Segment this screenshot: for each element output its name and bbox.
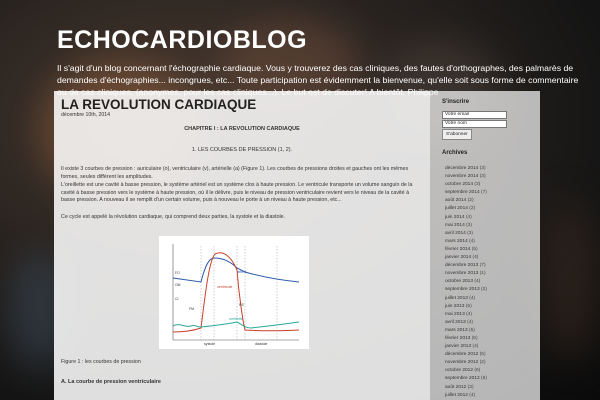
post-paragraph-2: L'oreillette est une cavité à basse pression, le système artériel est un système clos à haute pression. Le ventricule transporte un volume sanguin de la cavité à basse pression vers le système à haute pression, où il le délivre, puis le niveau de pression ventriculaire revient vers le niveau de la cavité à basse pression. A nouveau il se remplit d'un certain volume, puis à nouveau le porte à un niveau à haute pression, etc... (61, 182, 413, 204)
figure-marker-ci: CI (175, 297, 179, 301)
archive-item (445, 278, 487, 286)
archive-count: (4) (472, 344, 479, 350)
archive-item (445, 222, 487, 230)
subscribe-email-input[interactable] (442, 111, 507, 119)
archive-link[interactable]: octobre 2014 (445, 182, 474, 188)
archive-count: (5) (471, 335, 478, 341)
archive-count: (5) (469, 327, 475, 333)
sidebar (440, 91, 540, 400)
archive-link[interactable]: mars 2014 (445, 238, 468, 244)
archive-link[interactable]: août 2012 (445, 384, 467, 390)
archive-link[interactable]: mai 2013 (445, 311, 465, 317)
archive-count: (3) (466, 222, 472, 228)
archive-link[interactable]: juillet 2013 (445, 295, 468, 301)
section-heading: 1. LES COURBES DE PRESSION (1, 2). (191, 147, 293, 153)
archive-item (445, 286, 487, 294)
archive-count: (5) (471, 246, 478, 252)
archive-link[interactable]: décembre 2014 (445, 166, 479, 171)
archive-item (445, 181, 487, 189)
archives-list (445, 165, 487, 400)
archive-link[interactable]: juin 2013 (445, 303, 465, 309)
archive-link[interactable]: mars 2013 (445, 327, 468, 333)
archive-link[interactable]: septembre 2012 (445, 376, 480, 382)
archive-item (445, 392, 487, 400)
main-column (54, 91, 430, 400)
archive-link[interactable]: février 2013 (445, 335, 471, 341)
archive-count: (4) (469, 392, 476, 398)
archive-item (445, 311, 487, 319)
subscribe-button[interactable]: S'abonner (442, 129, 472, 140)
figure-marker-fo: FO (175, 271, 180, 275)
figure-marker-rs: RS (239, 303, 244, 307)
chapter-heading: CHAPITRE I : LA REVOLUTION CARDIAQUE (184, 126, 300, 132)
subscribe-name-input[interactable] (442, 120, 507, 128)
archive-item (445, 327, 487, 335)
figure-marker-om: OM (175, 283, 181, 287)
archive-item (445, 205, 487, 213)
archive-item (445, 214, 487, 222)
atrial-curve-label: oreillette (229, 317, 243, 321)
archive-item (445, 230, 487, 238)
systole-label: systole (204, 342, 216, 346)
archive-count: (5) (481, 376, 487, 382)
archive-link[interactable]: mai 2014 (445, 222, 465, 228)
archive-count: (2) (469, 206, 476, 212)
diastole-label: diastole (255, 342, 268, 346)
archive-link[interactable]: décembre 2012 (445, 352, 479, 358)
post-paragraph-1: Il existe 3 courbes de pression : auriculaire (o), ventriculaire (v), artérielle (a) (Figure 1). Les courbes de pressions droites et gauches ont les mêmes formes, seules diffèrent les amplitudes. (61, 166, 409, 180)
archive-count: (3) (479, 174, 486, 180)
archive-item (445, 165, 487, 173)
archive-item (445, 359, 487, 367)
archive-link[interactable]: novembre 2014 (445, 174, 479, 180)
archive-count: (4) (465, 214, 472, 220)
archive-link[interactable]: décembre 2013 (445, 263, 479, 269)
archive-link[interactable]: novembre 2013 (445, 271, 479, 277)
archive-item (445, 343, 487, 351)
archive-item (445, 197, 487, 205)
archive-link[interactable]: janvier 2014 (445, 255, 472, 261)
archive-count: (3) (467, 230, 474, 236)
archives-title: Archives (442, 150, 468, 156)
subsection-heading: A. La courbe de pression ventriculaire (61, 379, 161, 385)
archive-item (445, 351, 487, 359)
archive-item (445, 367, 487, 375)
archive-link[interactable]: avril 2013 (445, 319, 466, 325)
pressure-curves-diagram (159, 236, 309, 349)
archive-item (445, 262, 487, 270)
archive-link[interactable]: août 2014 (445, 198, 467, 204)
archive-item (445, 254, 487, 262)
archive-count: (3) (474, 182, 481, 188)
archive-item (445, 270, 487, 278)
blog-description: Il s'agit d'un blog concernant l'échographie cardiaque. Vous y trouverez des cas cliniques, des fautes d'orthographes, des palmarès de demandes d'échographies... incongrues, etc... Toute participation est évidemment la bienvenue, qu'elle soit sous forme de commentaire (57, 63, 579, 85)
archive-item (445, 173, 487, 181)
archive-count: (6) (465, 303, 472, 309)
archive-item (445, 189, 487, 197)
archive-count: (2) (467, 198, 474, 204)
archive-count: (2) (479, 360, 486, 366)
archive-count: (6) (474, 368, 481, 374)
figure-caption: Figure 1 : les courbes de pression (61, 359, 141, 365)
figure-marker-fm: FM (189, 307, 194, 311)
post-title[interactable]: LA REVOLUTION CARDIAQUE (61, 97, 257, 112)
post-date: décembre 10th, 2014 (61, 112, 111, 118)
content-area (54, 91, 540, 400)
pressure-curves-figure[interactable] (159, 236, 309, 349)
archive-item (445, 238, 487, 246)
archive-count: (4) (469, 238, 475, 244)
archive-item (445, 246, 487, 254)
archive-count: (4) (466, 311, 472, 317)
background-blur-5 (540, 200, 600, 360)
ventricular-curve-label: ventricule (217, 285, 233, 289)
archive-count: (4) (474, 279, 481, 285)
archive-count: (4) (469, 295, 476, 301)
archive-item (445, 384, 487, 392)
subscribe-title: S'inscrire (442, 99, 470, 105)
archive-item (445, 303, 487, 311)
archive-count: (3) (479, 166, 486, 171)
archive-link[interactable]: novembre 2012 (445, 360, 479, 366)
archive-count: (5) (479, 352, 486, 358)
archive-link[interactable]: février 2014 (445, 246, 471, 252)
arterial-curve-label: artère (237, 270, 247, 274)
archive-link[interactable]: juin 2014 (445, 214, 465, 220)
archive-item (445, 295, 487, 303)
archive-link[interactable]: septembre 2014 (445, 190, 480, 196)
archive-count: (3) (467, 384, 474, 390)
archive-count: (2) (481, 287, 487, 293)
archive-count: (1) (479, 271, 486, 277)
archive-item (445, 375, 487, 383)
blog-title[interactable]: ECHOCARDIOBLOG (57, 26, 308, 54)
archive-link[interactable]: septembre 2013 (445, 287, 480, 293)
archive-item (445, 319, 487, 327)
archive-link[interactable]: juillet 2012 (445, 392, 468, 398)
archive-link[interactable]: juillet 2014 (445, 206, 468, 212)
archive-count: (7) (479, 263, 486, 269)
archive-link[interactable]: avril 2014 (445, 230, 466, 236)
archive-count: (4) (467, 319, 474, 325)
blog-header (57, 26, 587, 86)
archive-link[interactable]: janvier 2013 (445, 344, 472, 350)
archive-count: (4) (472, 255, 479, 261)
archive-count: (7) (481, 190, 487, 196)
post-paragraph-3: Ce cycle est appelé la révolution cardiaque, qui comprend deux parties, la systole et la diastole. (61, 214, 286, 220)
archive-link[interactable]: octobre 2013 (445, 279, 474, 285)
archive-link[interactable]: octobre 2012 (445, 368, 474, 374)
archive-item (445, 335, 487, 343)
